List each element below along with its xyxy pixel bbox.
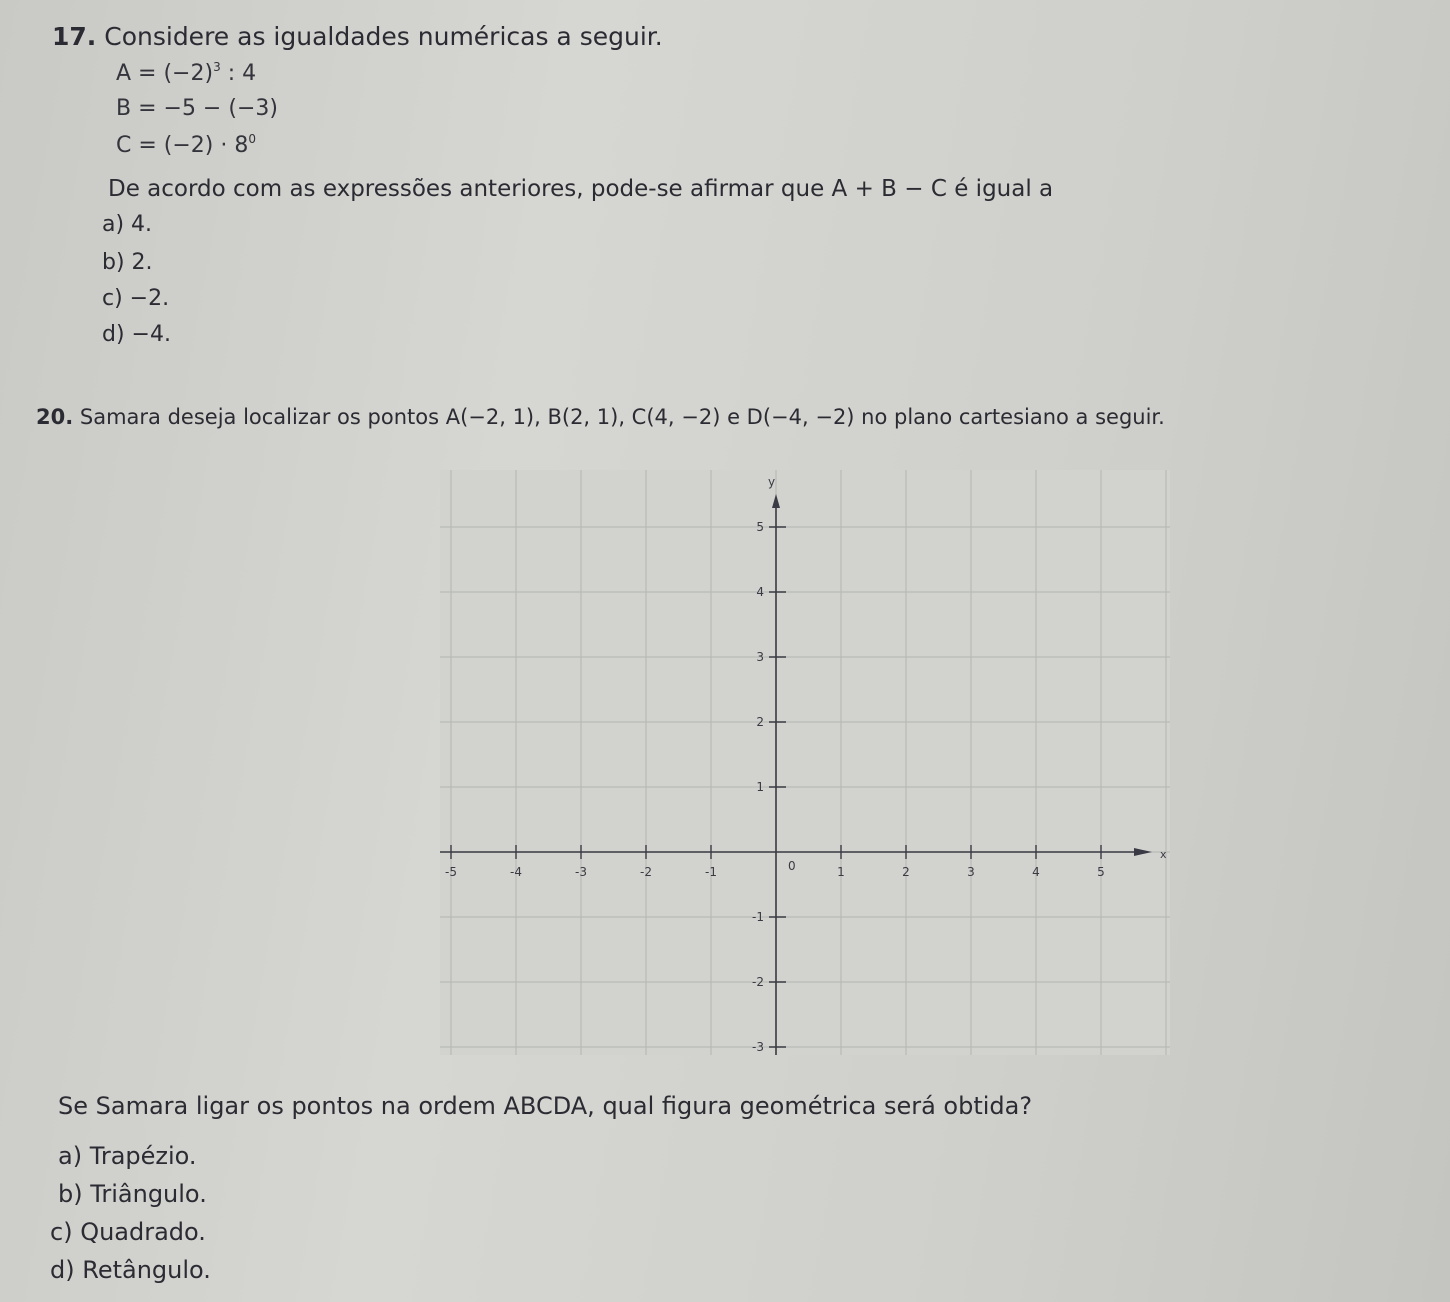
x-tick-label: 5 — [1097, 865, 1105, 879]
y-tick-label: -2 — [752, 975, 764, 989]
y-tick-label: 1 — [756, 780, 764, 794]
q20-option-b[interactable]: b) Triângulo. — [58, 1180, 207, 1208]
x-tick-label: 2 — [902, 865, 910, 879]
q17-option-a[interactable]: a) 4. — [102, 212, 153, 237]
origin-label: 0 — [788, 859, 796, 873]
q17-option-b[interactable]: b) 2. — [102, 250, 153, 275]
x-tick-label: -3 — [575, 865, 587, 879]
question-20-number: 20. — [36, 405, 74, 429]
expression-a: $A = (-2)^3$ : 4 — [116, 60, 257, 86]
y-axis-label: y — [768, 475, 776, 489]
question-17-title-text: Considere as igualdades numéricas a seguir. — [104, 22, 663, 51]
x-tick-label: -4 — [510, 865, 522, 879]
question-17-number: 17. — [52, 22, 97, 51]
x-tick-label: -1 — [705, 865, 717, 879]
expression-b: B = −5 − (−3) — [116, 96, 278, 121]
question-20-question: Se Samara ligar os pontos na ordem ABCDA, qual figura geométrica será obtida? — [58, 1092, 1033, 1120]
x-tick-label: 4 — [1032, 865, 1040, 879]
y-tick-label: 2 — [756, 715, 764, 729]
x-tick-label: 1 — [837, 865, 845, 879]
y-tick-label: 4 — [756, 585, 764, 599]
x-tick-label: -5 — [445, 865, 457, 879]
q20-option-c[interactable]: c) Quadrado. — [50, 1218, 206, 1246]
x-axis-label: x — [1160, 848, 1167, 861]
q17-option-c[interactable]: c) −2. — [102, 286, 170, 311]
q20-option-a[interactable]: a) Trapézio. — [58, 1142, 197, 1170]
y-tick-label: 5 — [756, 520, 764, 534]
y-tick-label: -1 — [752, 910, 764, 924]
question-20-stem: Samara deseja localizar os pontos A(−2, 1), B(2, 1), C(4, −2) e D(−4, −2) no plano cartesiano a seguir. — [79, 405, 1165, 429]
question-17-stem: De acordo com as expressões anteriores, pode-se afirmar que A + B − C é igual a — [108, 176, 1054, 202]
grid-background — [440, 470, 1170, 1055]
x-tick-label: -2 — [640, 865, 652, 879]
expression-c: $C = (-2) \cdot 8^0$ — [116, 132, 256, 158]
x-tick-label: 3 — [967, 865, 975, 879]
y-tick-label: 3 — [756, 650, 764, 664]
q17-option-d[interactable]: d) −4. — [102, 322, 171, 347]
y-tick-label: -3 — [752, 1040, 764, 1054]
q20-option-d[interactable]: d) Retângulo. — [50, 1256, 211, 1284]
